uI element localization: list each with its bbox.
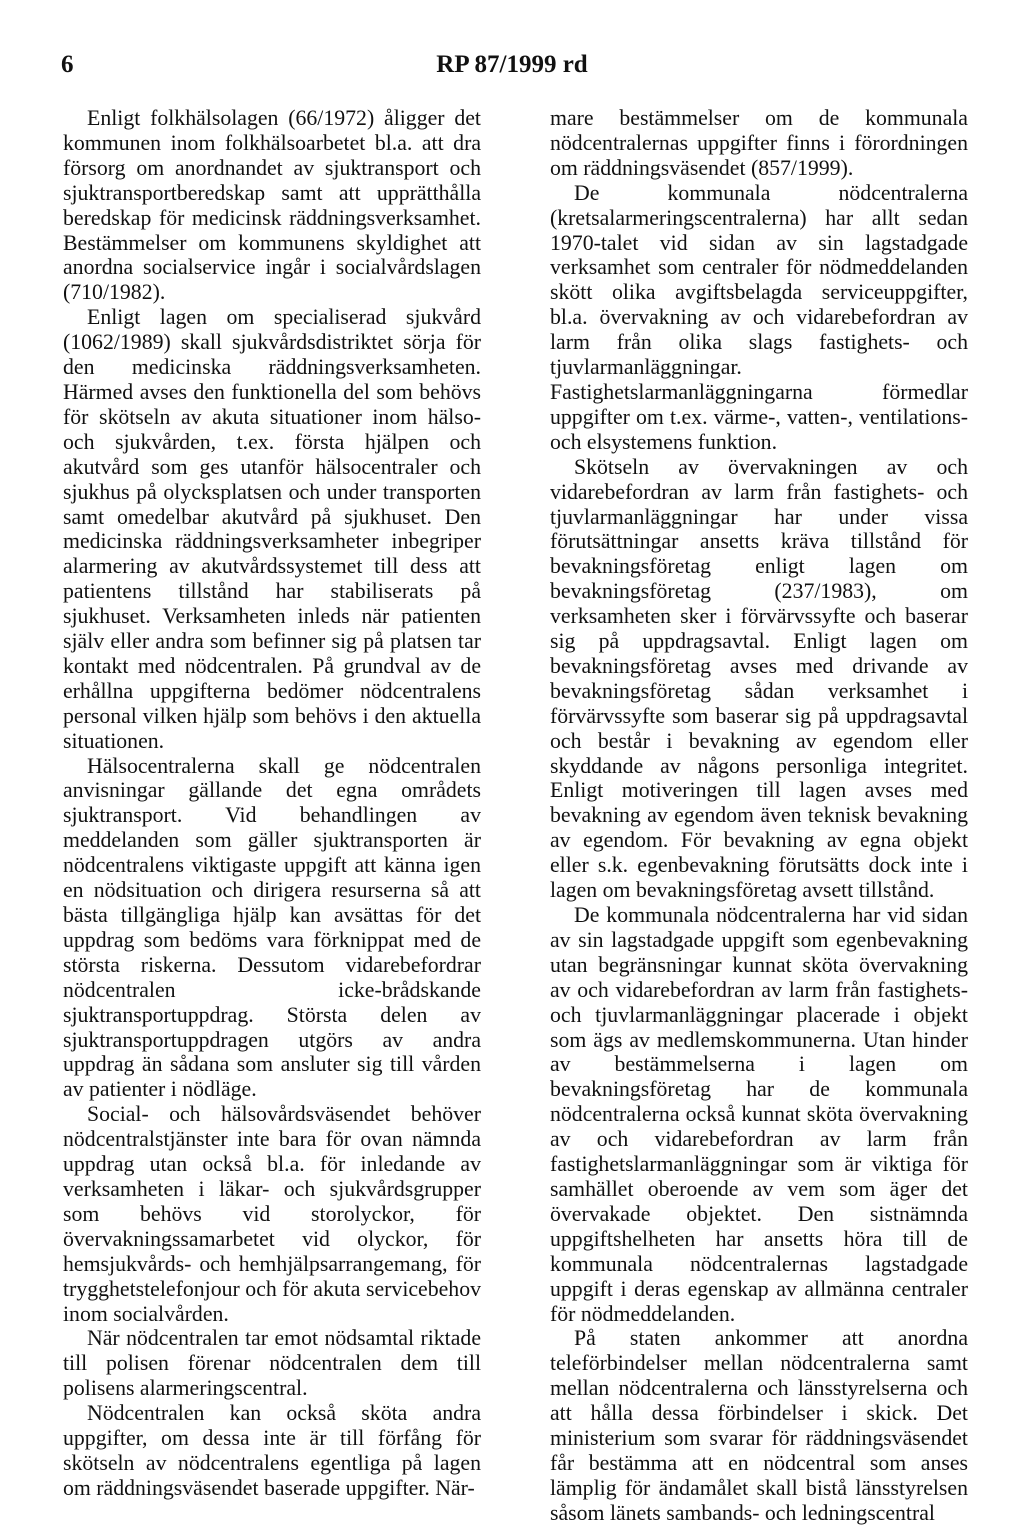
paragraph-social-och-halsovard: Social- och hälsovårdsväsendet behöver nödcentralstjänster inte bara för ovan nämnda uppdrag utan också bl.a. för inledande av verksamheten i läkar- och sjukvårdsgrupper som behövs vid storolyckor, för övervakningssamarbetet vid olyckor, för hemsjukvårds- och hemhjälpsarrangemang, för trygghetstelefonjour och för akuta servicebehov inom socialvården.	[63, 1102, 481, 1326]
paragraph-folkhalsolagen: Enligt folkhälsolagen (66/1972) åligger det kommunen inom folkhälsoarbetet bl.a. att dra försorg om anordnandet av sjuktransport och sjuktransportberedskap samt att upprätthålla beredskap för medicinsk räddningsverksamhet. Bestämmelser om kommunens skyldighet att anordna socialservice ingår i socialvårdslagen (710/1982).	[63, 106, 481, 305]
paragraph-andra-uppgifter: Nödcentralen kan också sköta andra uppgifter, om dessa inte är till förfång för skötseln av nödcentralens egentliga på lagen om räddningsväsendet baserade uppgifter. När-	[63, 1401, 481, 1500]
paragraph-halsocentralerna: Hälsocentralerna skall ge nödcentralen anvisningar gällande det egna områdets sjuktransport. Vid behandlingen av meddelanden som gäller sjuktransporten är nödcentralens viktigaste uppgift att känna igen en nödsituation och dirigera resurserna så att bästa tillgängliga hjälp kan avsättas för det uppdrag som bedöms vara förknippat med de största riskerna. Dessutom vidarebefordrar nödcentralen icke-brådskande sjuktransportuppdrag. Största delen av sjuktransportuppdragen utgörs av andra uppdrag än sådana som ansluter sig till vården av patienter i nödläge.	[63, 753, 481, 1102]
paragraph-teleforbindelser: På staten ankommer att anordna teleförbindelser mellan nödcentralerna samt mellan nödcentralerna och länsstyrelserna och att hålla dessa förbindelser i skick. Det ministerium som svarar för räddningsväsendet får bestämma att en nödcentral som anses lämplig för ändamålet skall bistå länsstyrelsen såsom länets sambands- och ledningscentral	[550, 1326, 968, 1525]
left-text-column	[63, 106, 481, 1501]
paragraph-egenbevakning: De kommunala nödcentralerna har vid sidan av sin lagstadgade uppgift som egenbevakning utan begränsningar kunnat sköta övervakning av och vidarebefordran av larm från fastighets- och tjuvlarmanläggningar placerade i objekt som ägs av medlemskommunerna. Utan hinder av bestämmelserna i lagen om bevakningsföretag har de kommunala nödcentralerna också kunnat sköta övervakning av och vidarebefordran av larm från fastighetslarmanläggningar som är viktiga för samhället oberoende av vem som äger det övervakade objektet. Den sistnämnda uppgiftshelheten har ansetts höra till de kommunala nödcentralernas lagstadgade uppgift i deras egenskap av allmänna centraler för nödmeddelanden.	[550, 903, 968, 1326]
paragraph-kretsalarmeringscentraler: De kommunala nödcentralerna (kretsalarmeringscentralerna) har allt sedan 1970-talet vid sidan av sin lagstadgade verksamhet som centraler för nödmeddelanden skött olika avgiftsbelagda serviceuppgifter, bl.a. övervakning av och vidarebefordran av larm från olika slags fastighets- och tjuvlarmanläggningar. Fastighetslarmanläggningarna förmedlar uppgifter om t.ex. värme-, vatten-, ventilations- och elsystemens funktion.	[550, 180, 968, 454]
paragraph-bevakningsforetag: Skötseln av övervakningen av och vidarebefordran av larm från fastighets- och tjuvlarmanläggningar har under vissa förutsättningar ansetts kräva tillstånd för bevakningsföretag enligt lagen om bevakningsföretag (237/1983), om verksamheten sker i förvärvssyfte och baserar sig på uppdragsavtal. Enligt lagen om bevakningsföretag avses med drivande av bevakningsföretag sådan verksamhet i förvärvssyfte som baserar sig på uppdragsavtal och består i bevakning av egendom eller skyddande av någons personliga integritet. Enligt motiveringen till lagen avses med bevakning av egendom även teknisk bevakning av egendom. För bevakning av egna objekt eller s.k. egenbevakning förutsätts dock inte i lagen om bevakningsföretag avsett tillstånd.	[550, 454, 968, 903]
paragraph-specialiserad-sjukvard: Enligt lagen om specialiserad sjukvård (1062/1989) skall sjukvårdsdistriktet sörja för den medicinska räddningsverksamheten. Härmed avses den funktionella del som behövs för skötseln av akuta situationer inom hälso- och sjukvården, t.ex. första hjälpen och akutvård som ges utanför hälsocentraler och sjukhus på olycksplatsen och under transporten samt omedelbar akutvård på sjukhuset. Den medicinska räddningsverksamheter inbegriper alarmering av akutvårdssystemet till dess att patientens tillstånd har stabiliserats på sjukhuset. Verksamheten inleds när patienten själv eller andra som befinner sig på platsen tar kontakt med nödcentralen. På grundval av de erhållna uppgifterna bedömer nödcentralens personal vilken hjälp som behövs i den aktuella situationen.	[63, 305, 481, 753]
paragraph-nodsamtal-polisen: När nödcentralen tar emot nödsamtal riktade till polisen förenar nödcentralen dem till polisens alarmeringscentral.	[63, 1326, 481, 1401]
right-text-column	[550, 106, 968, 1526]
page-number: 6	[61, 51, 74, 78]
running-header: RP 87/1999 rd	[436, 51, 588, 78]
paragraph-continuation: mare bestämmelser om de kommunala nödcentralernas uppgifter finns i förordningen om räddningsväsendet (857/1999).	[550, 106, 968, 180]
